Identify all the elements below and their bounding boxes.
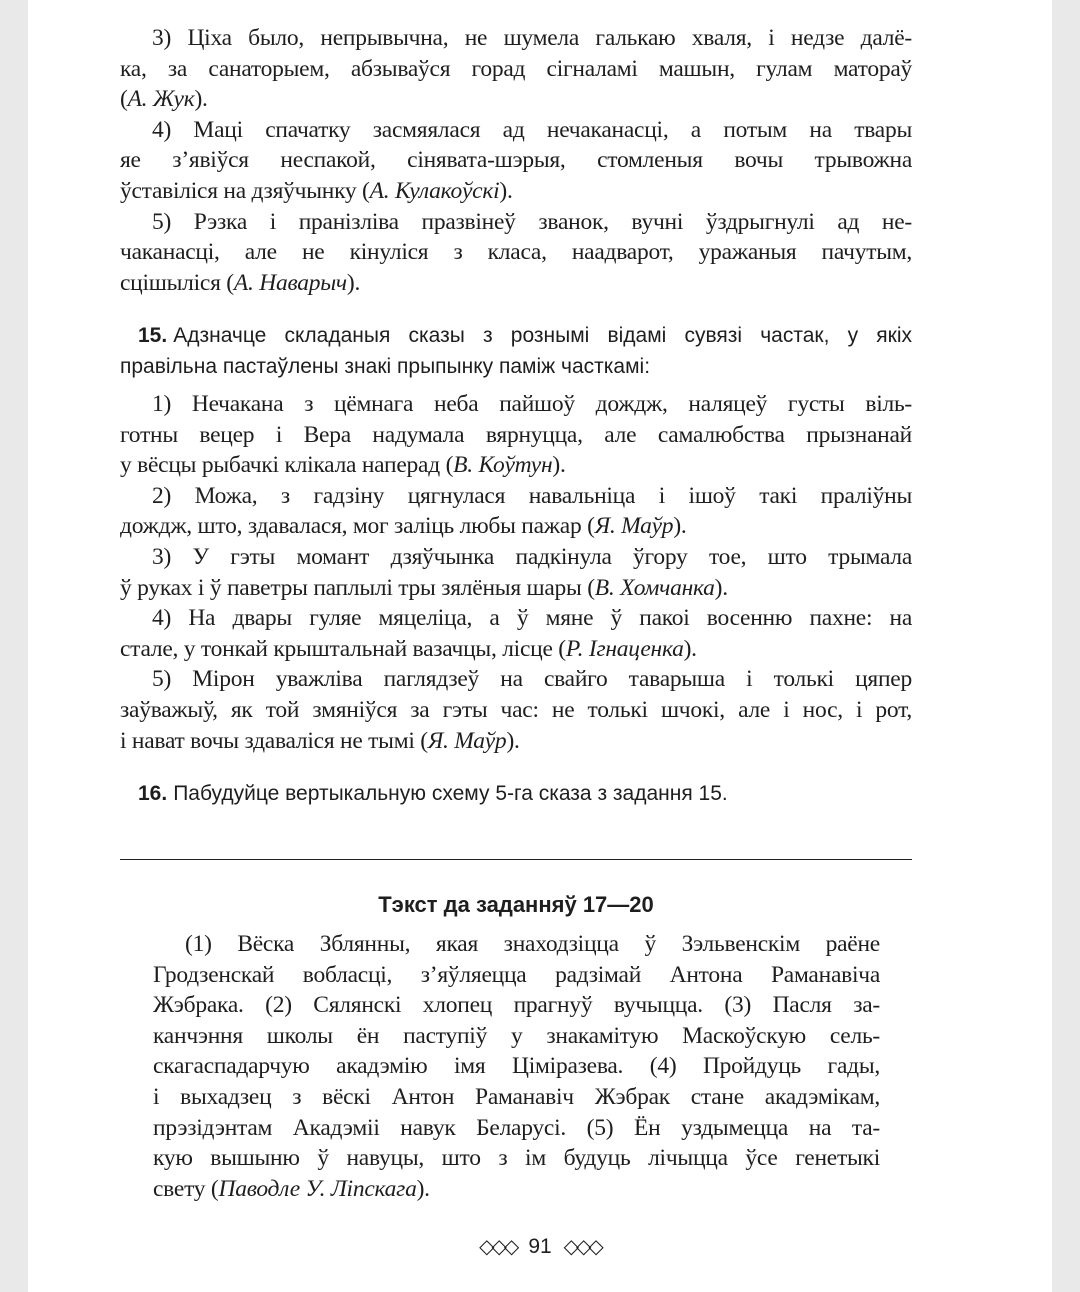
text-line xyxy=(153,929,880,960)
task-15 xyxy=(120,320,912,382)
text-segment: заўважыў, як той змяніўся за гэты час: не толькі шчокі, але і нос, і рот, xyxy=(120,696,912,723)
author-citation: Я. Маўр xyxy=(594,513,674,540)
sentence-line xyxy=(120,115,912,146)
task-text: Пабудуйце вертыкальную схему 5-га сказа з задання 15. xyxy=(173,782,728,805)
task-text: Адзначце складаныя сказы з рознымі відамі сувязі частак, у якіх xyxy=(173,324,912,347)
sentence-line xyxy=(120,634,912,665)
author-citation: А. Наварыч xyxy=(233,269,347,296)
text-segment: сцішыліся ( xyxy=(120,269,234,296)
text-segment: чаканасці, але не кінуліся з класа, наадварот, уражаныя пачутым, xyxy=(120,239,912,266)
text-segment: (1) Вёска Зблянны, якая знаходзіцца ў Зэльвенскім раёне xyxy=(185,931,880,957)
text-segment: 3) У гэты момант дзяўчынка падкінула ўгору тое, што трымала xyxy=(152,543,912,570)
text-segment: кую вышыню ў навуцы, што з ім будуць лічыцца ўсе генетыкі xyxy=(153,1145,880,1172)
text-segment: дождж, што, здавалася, мог заліць любы пажар ( xyxy=(120,513,595,540)
author-citation: Паводле У. Ліпскага xyxy=(218,1175,417,1202)
sentence-line xyxy=(120,603,912,634)
sentence-list-task14 xyxy=(120,23,912,298)
text-segment: скагаспадарчую акадэмію імя Ціміразева. (4) Пройдуць гады, xyxy=(153,1053,880,1080)
text-segment: ). xyxy=(552,452,566,479)
sentence-list-task15 xyxy=(120,389,912,756)
text-line xyxy=(153,960,880,991)
reading-text xyxy=(153,929,880,1204)
sentence-line xyxy=(120,207,912,238)
ornament-icon: ◇◇◇ xyxy=(479,1236,517,1258)
sentence-line xyxy=(120,542,912,573)
text-line xyxy=(153,1174,880,1205)
sentence-line xyxy=(120,664,912,695)
text-segment: і нават вочы здаваліся не тымі ( xyxy=(120,727,428,754)
text-segment: ). xyxy=(506,727,520,754)
task-16 xyxy=(120,778,912,809)
sentence-line xyxy=(120,573,912,604)
text-segment: ( xyxy=(120,86,128,113)
sentence-line xyxy=(120,389,912,420)
sentence-line xyxy=(120,420,912,451)
text-segment: ). xyxy=(416,1175,430,1202)
sentence-line xyxy=(120,23,912,54)
text-segment: ). xyxy=(673,513,687,540)
text-segment: у вёсцы рыбачкі клікала наперад ( xyxy=(120,452,454,479)
task-15-line xyxy=(120,320,912,351)
text-segment: яе з’явіўся неспакой, сінявата-шэрыя, стомленыя вочы трывожна xyxy=(120,147,912,174)
text-segment: ). xyxy=(346,269,361,296)
text-segment: ). xyxy=(499,177,513,204)
sentence-line xyxy=(120,511,912,542)
sentence-line xyxy=(120,268,912,299)
sentence-line xyxy=(120,54,912,85)
task-number: 16. xyxy=(138,782,168,805)
text-segment: свету ( xyxy=(153,1175,219,1202)
text-segment: ў руках і ў паветры паплылі тры зялёныя шары ( xyxy=(120,574,595,601)
task-15-line xyxy=(120,351,912,382)
sentence-line xyxy=(120,237,912,268)
author-citation: В. Коўтун xyxy=(453,452,553,479)
text-segment: Жэбрака. (2) Сялянскі хлопец прагнуў вучыцца. (3) Пасля за- xyxy=(153,992,880,1019)
text-segment: і выхадзец з вёскі Антон Раманавіч Жэбрак стане акадэмікам, xyxy=(153,1083,880,1110)
text-segment: 1) Нечакана з цёмнага неба пайшоў дождж, наляцеў густы віль- xyxy=(152,391,912,417)
text-segment: ). xyxy=(683,635,697,662)
task-16-line xyxy=(120,778,912,809)
text-line xyxy=(153,1021,880,1052)
page-number: 91 xyxy=(528,1235,552,1258)
author-citation: А. Жук xyxy=(127,86,195,113)
text-segment: Гродзенскай вобласці, з’яўляецца радзімай Антона Раманавіча xyxy=(153,961,880,988)
author-citation: А. Кулакоўскі xyxy=(369,177,500,204)
text-line xyxy=(153,1113,880,1144)
text-segment: ўставіліся на дзяўчынку ( xyxy=(120,177,370,204)
task-text: правільна пастаўлены знакі прыпынку паміж часткамі: xyxy=(120,355,651,378)
text-heading: Тэкст да заданняў 17—20 xyxy=(378,892,654,917)
page-footer xyxy=(28,1234,1052,1259)
text-line xyxy=(153,1051,880,1082)
text-segment: 3) Ціха было, непрывычна, не шумела галькаю хваля, і недзе далё- xyxy=(152,25,912,51)
section-divider xyxy=(120,859,912,860)
text-segment: 5) Мірон уважліва паглядзеў на свайго таварыша і толькі цяпер xyxy=(152,666,912,693)
sentence-line xyxy=(120,695,912,726)
text-segment: 2) Можа, з гадзіну цягнулася навальніца і ішоў такі праліўны xyxy=(152,482,912,509)
task-number: 15. xyxy=(138,324,168,347)
text-segment: ). xyxy=(194,86,208,113)
text-segment: канчэння школы ён паступіў у знакамітую Маскоўскую сель- xyxy=(153,1022,880,1049)
sentence-line xyxy=(120,450,912,481)
sentence-line xyxy=(120,84,912,115)
text-segment: 5) Рэзка і пранізліва празвінеў званок, вучні ўздрыгнулі ад не- xyxy=(152,208,912,235)
text-segment: готны вецер і Вера надумала вярнуцца, але самалюбства прызнанай xyxy=(120,421,912,448)
text-segment: стале, у тонкай крыштальнай вазачцы, лісце ( xyxy=(120,635,566,662)
text-segment: 4) На двары гуляе мяцеліца, а ў мяне ў пакоі восенню пахне: на xyxy=(152,605,912,632)
text-line xyxy=(153,990,880,1021)
sentence-line xyxy=(120,481,912,512)
text-segment: 4) Маці спачатку засмяялася ад нечаканасці, а потым на твары xyxy=(152,116,912,143)
author-citation: В. Хомчанка xyxy=(594,574,715,601)
sentence-line xyxy=(120,726,912,757)
text-line xyxy=(153,1082,880,1113)
sentence-line xyxy=(120,145,912,176)
text-segment: ). xyxy=(714,574,728,601)
book-page xyxy=(28,0,1052,1292)
sentence-line xyxy=(120,176,912,207)
author-citation: Я. Маўр xyxy=(427,727,507,754)
text-line xyxy=(153,1143,880,1174)
text-segment: прэзідэнтам Акадэміі навук Беларусі. (5) Ён уздымецца на та- xyxy=(153,1114,880,1141)
author-citation: Р. Ігнаценка xyxy=(565,635,684,662)
ornament-icon: ◇◇◇ xyxy=(563,1236,601,1258)
text-segment: ка, за санаторыем, абзываўся горад сігналамі машын, гулам матораў xyxy=(120,55,912,82)
